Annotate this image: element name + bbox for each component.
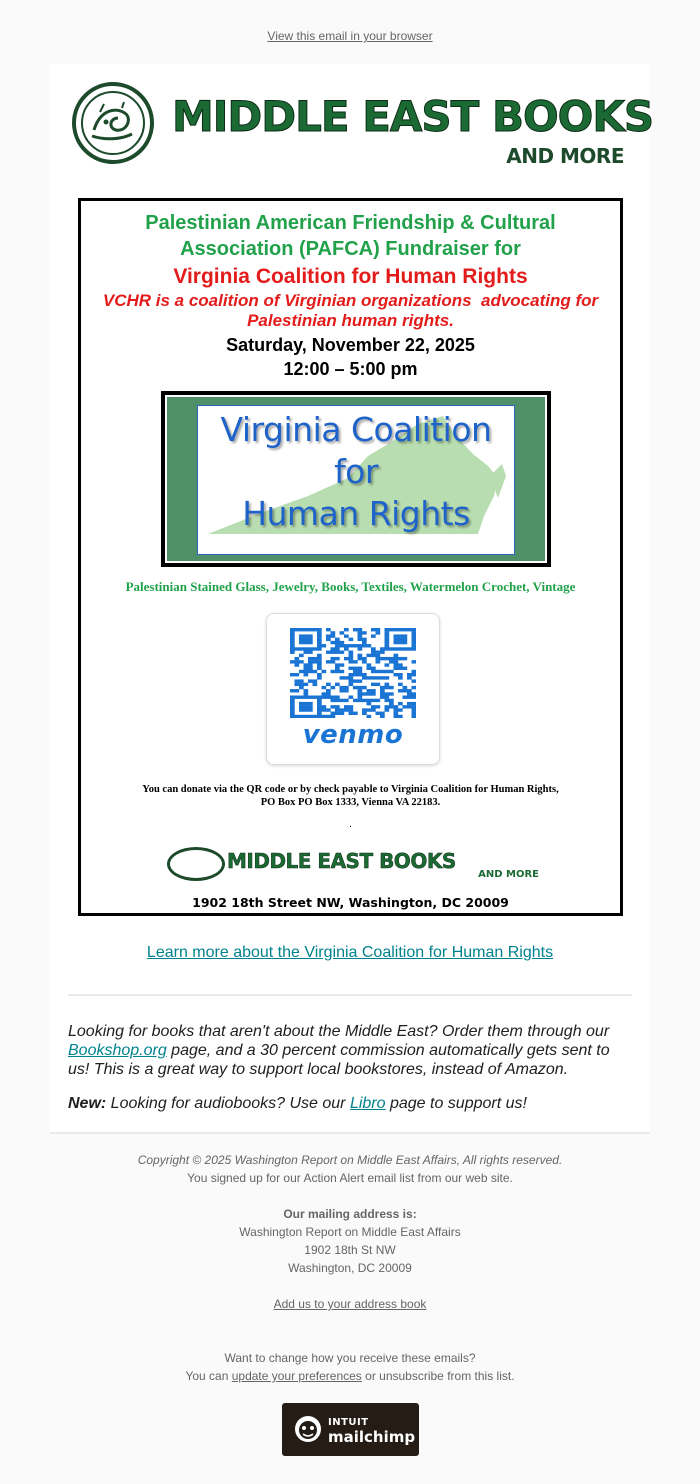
footer-preferences	[0, 1349, 700, 1385]
bookshop-link[interactable]: Bookshop.org	[68, 1042, 167, 1059]
logo-emblem-icon	[72, 82, 154, 164]
flyer-desc-line1: VCHR is a coalition of Virginian organizations advocating for	[102, 291, 599, 310]
flyer-address: 1902 18th Street NW, Washington, DC 20009	[192, 895, 509, 910]
vchr-logo-line2: for	[334, 452, 378, 491]
vchr-logo-line1: Virginia Coalition	[220, 410, 492, 449]
mailchimp-line1: INTUIT	[328, 1417, 369, 1428]
store-logo-subtitle: AND MORE	[478, 869, 539, 880]
flyer-description	[81, 291, 620, 331]
bookshop-text-before: Looking for books that aren't about the Middle East? Order them through our	[68, 1023, 610, 1040]
logo-subtitle: AND MORE	[506, 144, 624, 168]
donate-line2: PO Box PO Box 1333, Vienna VA 22183.	[260, 797, 441, 808]
mailchimp-line2: mailchimp	[328, 1428, 416, 1446]
donate-line1: You can donate via the QR code or by check payable to Virginia Coalition for Human Rights,	[142, 784, 559, 795]
bookshop-paragraph	[68, 1022, 632, 1079]
logo-title: MIDDLE EAST BOOKS	[172, 92, 654, 141]
flyer-datetime	[81, 333, 620, 381]
footer-copyright	[0, 1151, 700, 1187]
change-question: Want to change how you receive these emails?	[224, 1351, 476, 1365]
divider	[68, 994, 632, 996]
mailchimp-monkey-icon	[292, 1413, 324, 1445]
copyright-text: Copyright © 2025 Washington Report on Middle East Affairs, All rights reserved.	[137, 1153, 563, 1167]
view-in-browser-link[interactable]: View this email in your browser	[267, 29, 433, 43]
mailing-street: 1902 18th St NW	[304, 1243, 396, 1257]
store-logo-title: MIDDLE EAST BOOKS	[227, 849, 456, 873]
flyer-desc-line2: Palestinian human rights.	[247, 311, 454, 330]
event-flyer	[78, 198, 623, 916]
bookshop-text-after: page, and a 30 percent commission automatically gets sent to us! This is a great way to support local bookstores, instead of Amazon.	[68, 1042, 610, 1078]
flyer-date: Saturday, November 22, 2025	[226, 335, 475, 355]
flyer-org-line1: Palestinian American Friendship & Cultural	[145, 212, 556, 234]
mailing-heading: Our mailing address is:	[283, 1207, 417, 1221]
flyer-items: Palestinian Stained Glass, Jewelry, Books, Textiles, Watermelon Crochet, Vintage	[125, 579, 576, 594]
audiobooks-text-before: Looking for audiobooks? Use our	[106, 1095, 350, 1112]
flyer-store-logo	[167, 845, 539, 885]
libro-link[interactable]: Libro	[349, 1095, 386, 1112]
store-emblem-icon	[167, 847, 225, 881]
flyer-time: 12:00 – 5:00 pm	[283, 359, 418, 379]
footer-address-book	[0, 1295, 700, 1313]
view-in-browser	[0, 29, 700, 43]
mailing-city: Washington, DC 20009	[288, 1261, 412, 1275]
venmo-logo: venmo	[302, 720, 404, 750]
qr-code-icon	[290, 628, 416, 718]
vchr-logo-image	[161, 391, 551, 567]
footer-mailing-address	[0, 1205, 700, 1277]
add-address-book-link[interactable]: Add us to your address book	[273, 1297, 427, 1311]
mailing-org: Washington Report on Middle East Affairs	[239, 1225, 461, 1239]
flyer-vchr-title: Virginia Coalition for Human Rights	[173, 265, 528, 288]
learn-more	[50, 944, 650, 962]
mailchimp-badge[interactable]	[282, 1403, 419, 1456]
preferences-line	[0, 1367, 700, 1385]
unsubscribe-text: or unsubscribe from this list.	[361, 1369, 515, 1383]
learn-more-link[interactable]: Learn more about the Virginia Coalition for Human Rights	[146, 944, 554, 961]
signed-up-text: You signed up for our Action Alert email list from our web site.	[187, 1171, 513, 1185]
new-label: New:	[68, 1095, 107, 1112]
email-card	[50, 64, 654, 1134]
audiobooks-paragraph	[68, 1094, 632, 1113]
update-preferences-link[interactable]: update your preferences	[231, 1369, 362, 1383]
venmo-qr-card[interactable]	[266, 613, 440, 765]
vchr-logo-line3: Human Rights	[242, 494, 470, 533]
audiobooks-text-after: page to support us!	[385, 1095, 527, 1112]
you-can-text: You can	[185, 1369, 232, 1383]
flyer-dot: .	[349, 819, 352, 830]
flyer-donate-info	[81, 783, 620, 809]
flyer-org-line2: Association (PAFCA) Fundraiser for	[180, 238, 521, 260]
